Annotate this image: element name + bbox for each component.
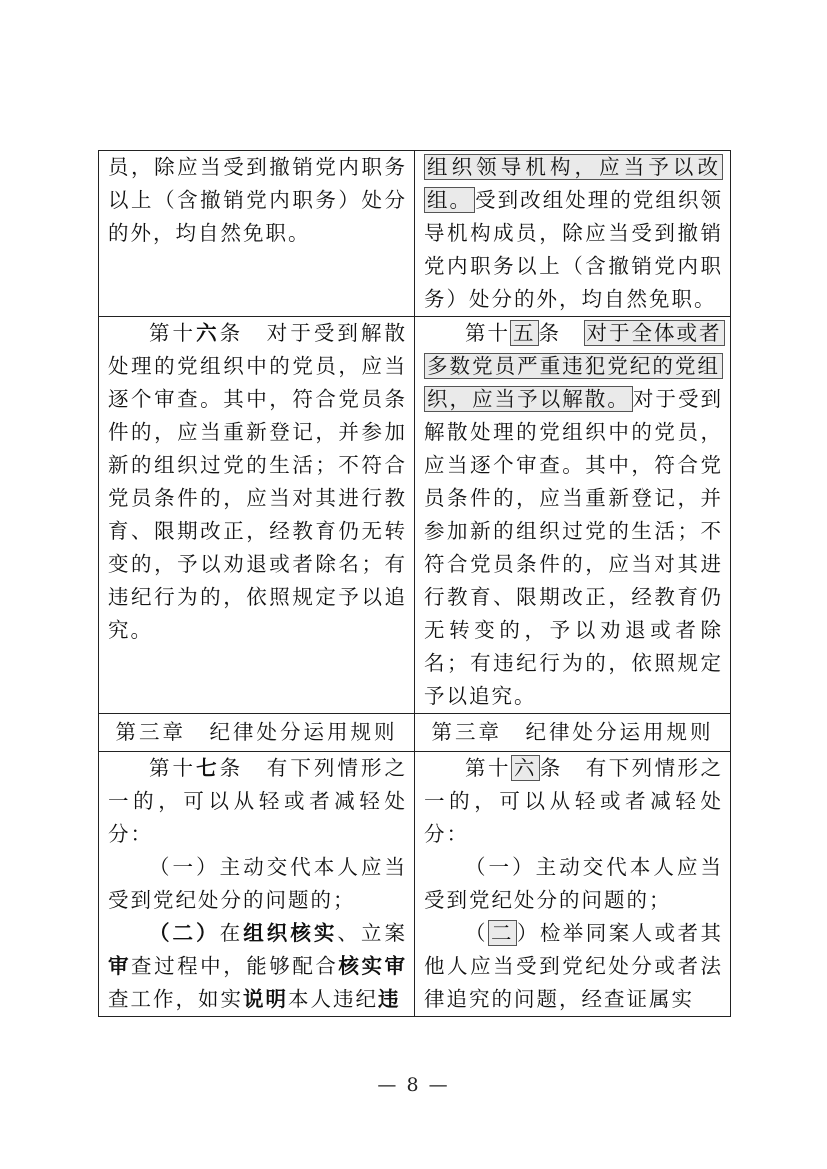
article-suffix: 条 (538, 321, 584, 345)
changed-number: 六 (196, 321, 220, 345)
new-text-cell (415, 317, 731, 714)
new-text: 对于受到解散处理的党组织中的党员，应当逐个审查。其中，符合党员条件的，应当重新登记，并参加新的组织过党的生活；不符合党员条件的，应当对其进行教育、限期改正，经教育仍无转变的，予以劝退或者除名；有违纪行为的，依照规定予以追究。 (424, 387, 723, 708)
changed-text: 核实审 (338, 954, 408, 978)
old-text: 查工作，如实 (108, 987, 243, 1011)
changed-number-highlight: 六 (511, 755, 540, 781)
article-prefix: 第十 (465, 321, 510, 345)
new-text: ）检举同案人或者其他人应当受到党纪处分或者法律追究的问题，经查证属实 (424, 921, 724, 1011)
old-text: 本人违纪 (288, 987, 378, 1011)
new-text: （一）主动交代本人应当受到党纪处分的问题的； (424, 855, 723, 912)
article-prefix: 第十 (149, 756, 197, 780)
old-text: 查过程中，能够配合 (131, 954, 339, 978)
changed-text: 审 (108, 954, 132, 978)
table-row (99, 752, 731, 1017)
new-text: （ (465, 921, 488, 945)
old-chapter-cell (99, 714, 415, 752)
page-number: — 8 — (377, 1074, 450, 1096)
new-text-cell (415, 151, 731, 317)
old-text: 在 (219, 921, 244, 945)
article-prefix: 第十 (149, 321, 197, 345)
changed-text: （二） (149, 921, 220, 945)
table-row (99, 151, 731, 317)
changed-text: 组织核实 (243, 921, 338, 945)
changed-number-highlight: 五 (510, 320, 539, 346)
changed-number: 七 (196, 756, 220, 780)
old-text: 、立案 (337, 921, 408, 945)
old-text-cell (99, 317, 415, 714)
old-text-cell (99, 752, 415, 1017)
changed-text: 说明 (243, 987, 288, 1011)
old-text: 条 有下列情形之一的，可以从轻或者减轻处分： (108, 756, 408, 846)
table-row (99, 317, 731, 714)
new-text: 条 有下列情形之一的，可以从轻或者减轻处分： (424, 756, 724, 846)
chapter-title: 第三章 纪律处分运用规则 (115, 720, 398, 744)
new-chapter-cell (415, 714, 731, 752)
old-text: 员，除应当受到撤销党内职务以上（含撤销党内职务）处分的外，均自然免职。 (108, 155, 407, 245)
changed-text-highlight: 组织领导机构，应当予以改组。 (424, 154, 723, 213)
old-text-cell (99, 151, 415, 317)
new-text: 受到改组处理的党组织领导机构成员，除应当受到撤销党内职务以上（含撤销党内职务）处分的外，均自然免职。 (424, 188, 724, 311)
changed-number-highlight: 二 (488, 920, 517, 946)
new-text-cell (415, 752, 731, 1017)
chapter-title: 第三章 纪律处分运用规则 (431, 720, 714, 744)
changed-text: 违 (378, 987, 401, 1011)
table-row (99, 714, 731, 752)
changed-text-highlight: 对于全体或者多数党员严重违犯党纪的党组织，应当予以解散。 (424, 320, 725, 412)
article-prefix: 第十 (465, 756, 511, 780)
comparison-table (98, 150, 731, 1017)
old-text: 条 对于受到解散处理的党组织中的党员，应当逐个审查。其中，符合党员条件的，应当重新登记，并参加新的组织过党的生活；不符合党员条件的，应当对其进行教育、限期改正，经教育仍无转变的，予以劝退或者除名；有违纪行为的，依照规定予以追究。 (108, 321, 408, 642)
old-text: （一）主动交代本人应当受到党纪处分的问题的； (108, 855, 407, 912)
